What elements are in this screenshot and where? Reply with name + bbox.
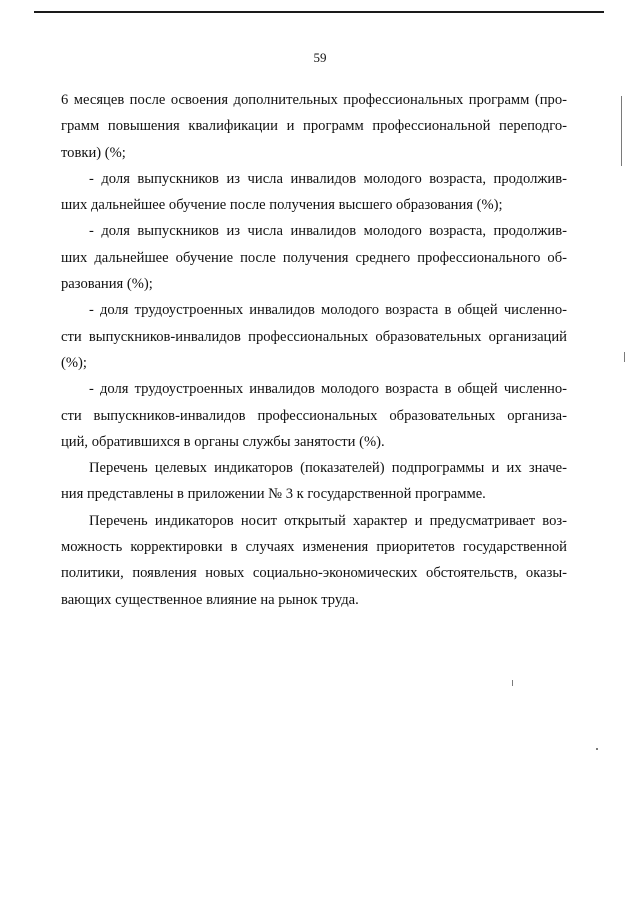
text-line: разования (%); (61, 276, 153, 293)
text-line: сти выпускников-инвалидов профессиональных образовательных организаций (61, 328, 567, 345)
scan-artifact (512, 680, 513, 686)
scan-artifact (621, 96, 622, 166)
text-line: - доля трудоустроенных инвалидов молодого возраста в общей численно- (89, 302, 567, 319)
text-line: - доля трудоустроенных инвалидов молодого возраста в общей численно- (89, 381, 567, 398)
top-rule (34, 11, 604, 13)
text-line: вающих существенное влияние на рынок труда. (61, 591, 359, 608)
paragraph (61, 297, 567, 376)
text-line: политики, появления новых социально-экономических обстоятельств, оказы- (61, 565, 567, 582)
text-line: (%); (61, 354, 87, 371)
scan-artifact (596, 748, 598, 750)
document-body (61, 87, 567, 613)
paragraph (61, 166, 567, 219)
paragraph (61, 218, 567, 297)
text-line: 6 месяцев после освоения дополнительных профессиональных программ (про- (61, 92, 567, 108)
paragraph (61, 87, 567, 166)
scan-artifact (624, 352, 625, 362)
text-line: товки) (%; (61, 144, 126, 161)
paragraph (61, 376, 567, 455)
text-line: можность корректировки в случаях изменения приоритетов государственной (61, 539, 567, 556)
text-line: ших дальнейшее обучение после получения высшего образования (%); (61, 197, 503, 214)
text-line: ших дальнейшее обучение после получения среднего профессионального об- (61, 249, 567, 266)
text-line: Перечень целевых индикаторов (показателей) подпрограммы и их значе- (89, 460, 567, 477)
paragraph (61, 455, 567, 508)
text-line: ния представлены в приложении № 3 к государственной программе. (61, 486, 486, 503)
paragraph (61, 508, 567, 613)
text-line: грамм повышения квалификации и программ профессиональной переподго- (61, 118, 567, 135)
page-number: 59 (313, 50, 327, 65)
text-line: ций, обратившихся в органы службы занятости (%). (61, 433, 385, 450)
text-line: - доля выпускников из числа инвалидов молодого возраста, продолжив- (89, 223, 567, 240)
text-line: сти выпускников-инвалидов профессиональных образовательных организа- (61, 407, 567, 424)
text-line: - доля выпускников из числа инвалидов молодого возраста, продолжив- (89, 170, 567, 187)
text-line: Перечень индикаторов носит открытый характер и предусматривает воз- (89, 512, 567, 529)
